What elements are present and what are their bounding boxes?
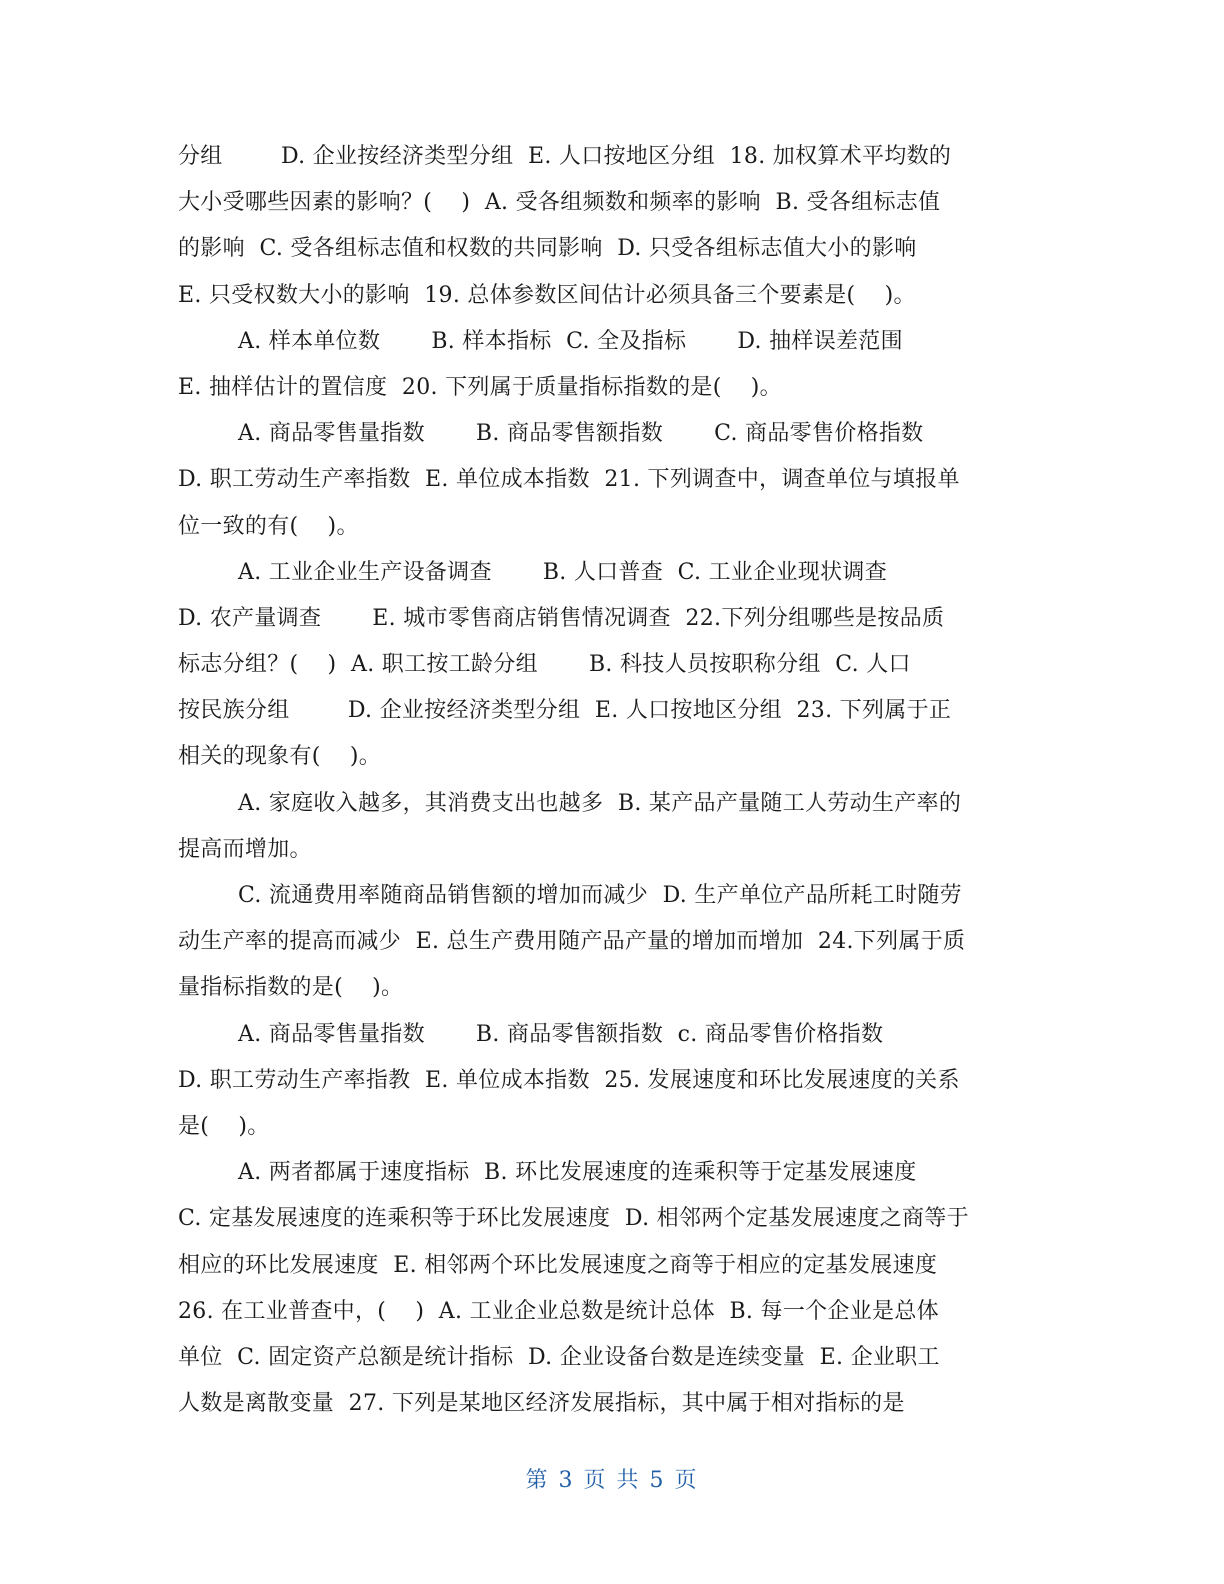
text-line: 相关的现象有( )。 (178, 744, 382, 770)
page-number-footer: 第 3 页 共 5 页 (525, 1468, 699, 1493)
text-line: 位一致的有( )。 (178, 513, 359, 539)
text-line: 人数是离散变量 27. 下列是某地区经济发展指标，其中属于相对指标的是 (178, 1391, 905, 1417)
text-line: A. 工业企业生产设备调查 B. 人口普查 C. 工业企业现状调查 (238, 559, 888, 585)
text-line: C. 定基发展速度的连乘积等于环比发展速度 D. 相邻两个定基发展速度之商等于 (178, 1206, 969, 1232)
text-line: 的影响 C. 受各组标志值和权数的共同影响 D. 只受各组标志值大小的影响 (178, 236, 917, 262)
text-line: 相应的环比发展速度 E. 相邻两个环比发展速度之商等于相应的定基发展速度 (178, 1252, 938, 1278)
text-line: 是( )。 (178, 1113, 270, 1139)
text-line: 26. 在工业普查中，( ) A. 工业企业总数是统计总体 B. 每一个企业是总体 (178, 1298, 939, 1324)
text-line: A. 商品零售量指数 B. 商品零售额指数 C. 商品零售价格指数 (238, 421, 924, 447)
text-line: 动生产率的提高而减少 E. 总生产费用随产品产量的增加而增加 24.下列属于质 (178, 929, 966, 955)
text-line: A. 商品零售量指数 B. 商品零售额指数 c. 商品零售价格指数 (238, 1021, 884, 1047)
text-line: 量指标指数的是( )。 (178, 975, 404, 1001)
text-line: C. 流通费用率随商品销售额的增加而减少 D. 生产单位产品所耗工时随劳 (238, 883, 962, 908)
text-line: 按民族分组 D. 企业按经济类型分组 E. 人口按地区分组 23. 下列属于正 (178, 698, 952, 724)
document-body (178, 134, 1038, 1427)
text-line: D. 职工劳动生产率指教 E. 单位成本指数 25. 发展速度和环比发展速度的关系 (178, 1067, 960, 1093)
text-line: D. 农产量调查 E. 城市零售商店销售情况调查 22.下列分组哪些是按品质 (178, 605, 945, 631)
text-line: 提高而增加。 (178, 836, 312, 862)
text-line: A. 家庭收入越多，其消费支出也越多 B. 某产品产量随工人劳动生产率的 (238, 790, 962, 816)
text-line: A. 样本单位数 B. 样本指标 C. 全及指标 D. 抽样误差范围 (238, 328, 903, 354)
text-line: E. 只受权数大小的影响 19. 总体参数区间估计必须具备三个要素是( )。 (178, 282, 916, 308)
text-line: D. 职工劳动生产率指数 E. 单位成本指数 21. 下列调查中，调查单位与填报单 (178, 467, 960, 493)
text-line: 分组 D. 企业按经济类型分组 E. 人口按地区分组 18. 加权算术平均数的 (178, 144, 952, 169)
text-line: 标志分组？( ) A. 职工按工龄分组 B. 科技人员按职称分组 C. 人口 (178, 652, 911, 678)
text-line: 单位 C. 固定资产总额是统计指标 D. 企业设备台数是连续变量 E. 企业职工 (178, 1344, 940, 1370)
text-line: 大小受哪些因素的影响？( ) A. 受各组频数和频率的影响 B. 受各组标志值 (178, 190, 941, 216)
text-line: A. 两者都属于速度指标 B. 环比发展速度的连乘积等于定基发展速度 (238, 1160, 917, 1186)
text-line: E. 抽样估计的置信度 20. 下列属于质量指标指数的是( )。 (178, 374, 782, 400)
